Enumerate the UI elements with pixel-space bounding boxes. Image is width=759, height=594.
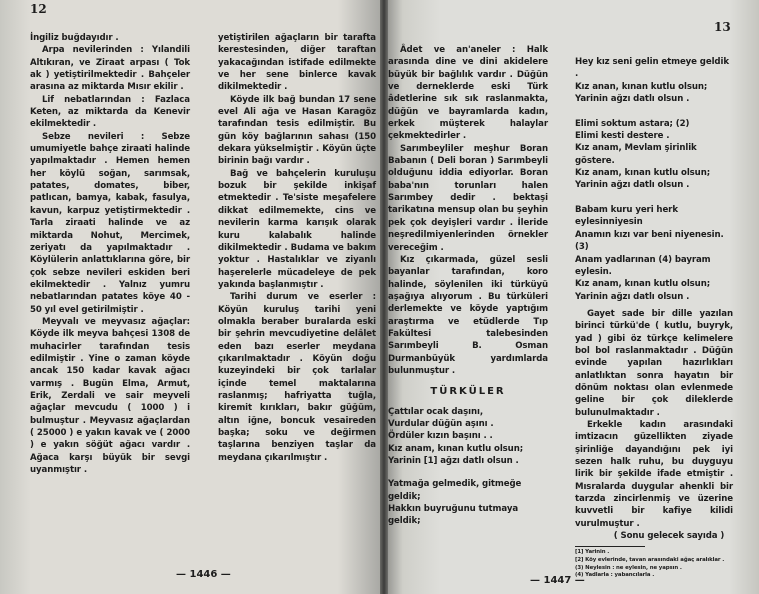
- paragraph: yetiştirilen ağaçların bir tarafta kerestesinden, diğer taraftan yakacağından istifade edilmekte ve her sene binlerce kavak dikilmektedir .: [218, 33, 376, 93]
- paragraph: Tarihi durum ve eserler : Köyün kuruluş tarihi yeni olmakla beraber buralarda eski bir şehrin mevcudiyetine delâlet eden bazı eserler meydana çıkarılmaktadır . Köyün doğu kuzeyindeki bir çok tarlalar içinde temel maktalarına raslanmış; hafriyatta tuğla, kiremit kırıkları, bakır güğüm, altın iğne, boncuk vesaireden başka; soku ve değirmen taşlarına benziyen taşlar da meydana çıkarılmıştır .: [218, 292, 376, 463]
- right-page: [384, 0, 759, 594]
- book-gutter: [380, 0, 388, 594]
- footnote: (4) Yadlarla : yabancılarla .: [575, 572, 655, 579]
- right-page-number: — 1447 —: [530, 575, 585, 586]
- verse-line: Kız anan, kınan kutlu olsun;: [575, 81, 708, 92]
- verse-line: Babam kuru yeri herk eylesinniyesin: [575, 205, 678, 228]
- turku-verses-continued: [575, 56, 733, 303]
- left-column-2: [218, 32, 376, 464]
- verse-line: Kız anam, Mevlam şirinlik göstere.: [575, 143, 697, 166]
- right-column-1: [388, 44, 548, 528]
- verse-line: [575, 192, 733, 204]
- verse-line: Hakkın buyruğunu tutmaya geldik;: [388, 504, 519, 527]
- paragraph: Sebze nevileri : Sebze umumiyetle bahçe ziraati halinde yapılmaktadır . Hemen hemen her köylü soğan, sarımsak, patates, domates, biber, patlıcan, bamya, kabak, fasulya, kavun, karpuz yetiştirmektedir . Tarla ziraati halinde ve az miktarda Nohut, Mercimek, zeriyatı da yapılmaktadır . Köylülerin anlattıklarına göre, bir çok sebze nevileri eskiden beri ekilmektedir . Yalnız yumru nebatlarından patates köye 40 - 50 yıl evel getirilmiştir .: [30, 131, 190, 315]
- paragraph: Köyde ilk bağ bundan 17 sene evel Ali ağa ve Hasan Karagöz tarafından tesis edilmiştir. Bu gün köy bağlarının sahası (150 dekara yükselmiştir . Köyün üçte birinin bağı vardır .: [218, 94, 376, 167]
- right-column-1-paragraphs: [388, 44, 548, 377]
- verse-line: Ördüler kızın başını . .: [388, 431, 493, 442]
- verse-line: Vurdular düğün aşını .: [388, 418, 494, 429]
- paragraph: Sarımbeyliler meşhur Boran Babanın ( Deli boran ) Sarımbeyli olduğunu iddia ediyorlar. Boran baba'nın torunları halen Sarımbey dedir . bektaşi tarikatına mensup olan bu şeyhin pek çok deyişleri vardır . İleride neşredilmiyenlerinden örnekler vereceğim .: [388, 143, 548, 253]
- paragraph: Arpa nevilerinden : Yılandili Altıkıran, ve Ziraat arpası ( Tok ak ) yetiştirilmektedir . Bahçeler arasına az miktarda Mısır ekilir .: [30, 45, 190, 93]
- verse-line: Anamın kızı var beni niyenesin. (3): [575, 229, 724, 253]
- verse-line: [575, 105, 733, 117]
- footnotes: [575, 549, 733, 579]
- paragraph: Gayet sade bir dille yazılan birinci türkü'de ( kutlu, buyryk, yad ) gibi öz türkçe kelimelere bol bol raslanmaktadır . Düğün evinde yapılan hazırlıkları anlatlıktan sonra hayatın bir dönüm noktası olan evlenmede geline bir çok dileklerde bulunulmaktadır .: [575, 308, 733, 418]
- verse-line: Kız anam, kınan kutlu olsun;: [575, 279, 711, 290]
- footnote: (3) Neylesin : ne eylesin, ne yapsın .: [575, 564, 682, 571]
- verse-line: Yarinin ağzı datlı olsun .: [575, 94, 690, 105]
- paragraph: Âdet ve an'aneler : Halk arasında dine ve dini akidelere büyük bir bağlılık vardır . Düğün ve derneklerde eski Türk âdetlerine sık sık raslanmakta, düğün ve bayramlarda kadın, erkek müşterek halaylar çekmektedirler .: [388, 45, 548, 142]
- verse-line: Hey kız seni gelin etmeye geldik .: [575, 57, 729, 80]
- left-column-1: [30, 32, 190, 476]
- verse-line: Yarinin ağzı datlı olsun .: [575, 180, 690, 191]
- left-folio-top: 12: [30, 2, 47, 16]
- continuation-note: ( Sonu gelecek sayıda ): [613, 531, 725, 542]
- paragraph: Lif nebatlarından : Fazlaca Keten, az miktarda da Kenevir ekilmektedir .: [30, 94, 190, 130]
- verse-line: Elimi kesti destere .: [575, 131, 670, 142]
- verse-line: Yarinin [1] ağzı datlı olsun .: [388, 456, 519, 466]
- verse-line: Kız anam, kınan kutlu olsun;: [388, 443, 524, 454]
- verse-line: Çattılar ocak daşını,: [388, 406, 483, 417]
- right-column-2: [575, 56, 733, 580]
- section-heading: TÜRKÜLER: [430, 386, 506, 398]
- verse-line: Anam yadlarınan (4) bayram eylesin.: [575, 254, 711, 277]
- verse-line: Yatmağa gelmedik, gitmeğe geldik;: [388, 479, 522, 502]
- footnote: [2] Köy evlerinde, tavan arasındaki ağaç aralıklar .: [575, 557, 725, 563]
- turku-verse-1: [388, 406, 548, 468]
- verse-line: Yarinin ağzı datlı olsun .: [575, 291, 690, 302]
- verse-line: Elimi soktum astara; (2): [575, 118, 690, 129]
- paragraph: Erkekle kadın arasındaki imtizacın güzellikten ziyade şirinliğe dayandığını pek iyi sezen halk ruhu, bu duyguyu lirik bir şekilde ifade etmiştir . Mısralarda duygular ahenkli bir tarzda zincirlenmiş ve üzerine kuvvetli bir kafiye kilidi vurulmuştur .: [575, 419, 733, 529]
- right-folio-top: 13: [714, 20, 731, 34]
- commentary-paragraphs: [575, 308, 733, 530]
- footnote-rule: [575, 546, 645, 547]
- left-page-number: — 1446 —: [176, 569, 231, 580]
- paragraph: Bağ ve bahçelerin kuruluşu bozuk bir şekilde inkişaf etmektedir . Te'siste meşafelere dikkat edilmemekte, cins ve nevilerin karma karışık olarak kuru kalabalık halinde dikilmektedir . Budama ve bakım yoktur . Hastalıklar ve ziyanlı haşerelerle mücadeleye de pek yakında başlanmıştır .: [218, 168, 376, 290]
- paragraph: İngiliz buğdayıdır .: [30, 33, 119, 43]
- paragraph: Meyvalı ve meyvasız ağaçlar: Köyde ilk meyva bahçesi 1308 de muhacirler tarafından tesis edilmiştir . Yine o zaman köyde ancak 150 kadar kavak ağacı varmış . Bugün Elma, Armut, Erik, Zerdali ve sair meyveli ağaçlar mevcudu ( 1000 ) i bulmuştur . Meyvasız ağaçlardan ( 25000 ) e yakın kavak ve ( 2000 ) e yakın söğüt ağacı vardır . Ağaca karşı büyük bir sevgi uyanmıştır .: [30, 316, 190, 476]
- turku-verse-2: [388, 478, 548, 527]
- verse-line: Kız anam, kınan kutlu olsun;: [575, 168, 711, 179]
- paragraph: Kız çıkarmada, güzel sesli bayanlar tarafından, koro halinde, söylenilen iki türküyü aşağıya alıyorum . Bu türküleri derlemekte ve köyde yaptığım araştırma ve etüdlerde Tıp Fakültesi talebesinden Sarımbeyli B. Osman Durmanbüyük yardımlarda bulunmuştur .: [388, 254, 548, 376]
- footnote: [1] Yarinin .: [575, 549, 610, 556]
